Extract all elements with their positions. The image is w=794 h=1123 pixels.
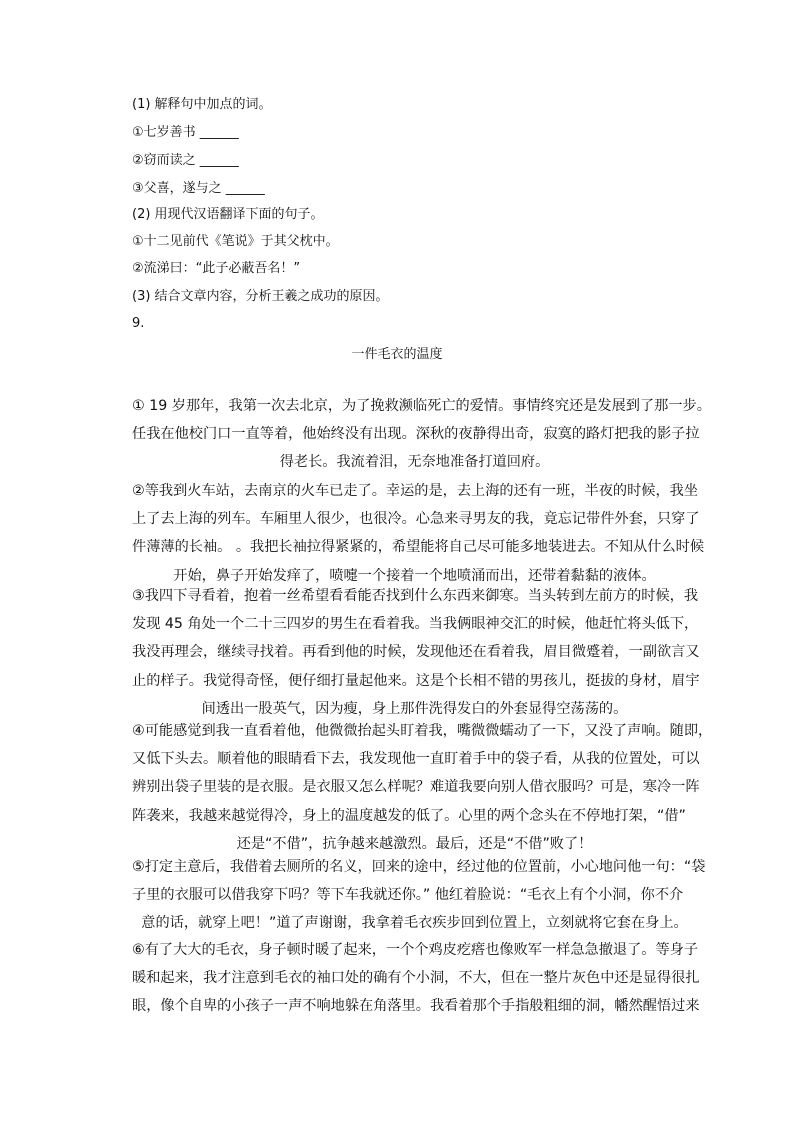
paragraph-5 [132,853,706,938]
question-3-heading: (3) 结合文章内容，分析王羲之成功的原因。 [132,289,389,304]
paragraph-line: 眼，像个自卑的小孩子一声不响地躲在角落里。我看着那个手指般粗细的洞，幡然醒悟过来 [132,998,700,1015]
paragraph-line: 子里的衣服可以借我穿下吗？等下车我就还你。” 他红着脸说：“毛衣上有个小洞，你不介 [132,887,684,904]
paragraph-line: 又低下头去。顺着他的眼睛看下去，我发现他一直盯着手中的袋子看，从我的位置处，可以 [132,751,700,768]
paragraph-line: 间透出一股英气，因为瘦，身上那件洗得发白的外套显得空荡荡的。 [201,700,628,717]
paragraph-line: 上了去上海的列车。车厢里人很少，也很冷。心急来寻男友的我，竟忘记带件外套，只穿了 [132,511,700,528]
question-1-heading: (1) 解释句中加点的词。 [132,97,272,112]
question-2-heading: (2) 用现代汉语翻译下面的句子。 [132,207,324,222]
question-1-item-2: ②窃而读之 ______ [132,153,239,168]
question-1-item-3: ③父喜，遂与之 ______ [132,181,265,196]
question-1-item-1: ①七岁善书 ______ [132,125,239,140]
paragraph-4 [132,717,713,858]
paragraph-line: ②等我到火车站，去南京的火车已走了。幸运的是，去上海的还有一班，半夜的时候，我坐 [132,483,699,499]
paragraph-line: 意的话，就穿上吧！”道了声谢谢，我拿着毛衣疾步回到位置上，立刻就将它套在身上。 [141,915,688,932]
paragraph-line: 得老长。我流着泪，无奈地准备打道回府。 [279,454,550,471]
paragraph-line: 暖和起来，我才注意到毛衣的袖口处的确有个小洞，不大，但在一整片灰色中还是显得很扎 [132,970,700,987]
paragraph-line: 阵袭来，我越来越觉得冷，身上的温度越发的低了。心里的两个念头在不停地打架，“借” [132,807,686,824]
article-title: 一件毛衣的温度 [351,347,443,362]
paragraph-line: 发现 45 角处一个二十三四岁的男生在看着我。当我俩眼神交汇的时候，他赶忙将头低下， [132,616,699,633]
paragraph-line: ⑤打定主意后，我借着去厕所的名义，回来的途中，经过他的位置前，小心地问他一句：“袋 [132,859,706,875]
paragraph-line: 辨别出袋子里装的是衣服。是衣服又怎么样呢？难道我要向别人借衣服吗？可是，寒冷一阵 [132,779,700,796]
paragraph-line: ④可能感觉到我一直看着他，他微微抬起头盯着我，嘴微微蠕动了一下，又没了声响。随即， [132,723,713,739]
paragraph-line: 我没再理会，继续寻找着。再看到他的时候，发现他还在看着我，眉目微蹙着，一副欲言又 [132,644,700,661]
question-2-item-1: ①十二见前代《笔说》于其父枕中。 [132,234,339,249]
paragraph-line: 开始，鼻子开始发痒了，喷嚏一个接着一个地喷涌而出，还带着黏黏的液体。 [173,567,656,584]
paragraph-line: 止的样子。我觉得奇怪，便仔细打量起他来。这是个长相不错的男孩儿，挺拔的身材，眉宇 [132,672,700,689]
paragraph-6 [132,936,700,1021]
paragraph-3 [132,582,700,723]
paragraph-1 [132,392,711,477]
paragraph-line: ③我四下寻看着，抱着一丝希望看看能否找到什么东西来御寒。当头转到左前方的时候，我 [132,588,699,604]
paragraph-line: ① 19 岁那年，我第一次去北京，为了挽救濒临死亡的爱情。事情终究还是发展到了那一步。 [132,398,711,414]
paragraph-2 [132,477,705,590]
paragraph-line: 任我在他校门口一直等着，他始终没有出现。深秋的夜静得出奇，寂寞的路灯把我的影子拉 [132,426,700,443]
question-number-9: 9. [132,316,145,331]
paragraph-line: 件薄薄的长袖。 。我把长袖拉得紧紧的，希望能将自己尽可能多地装进去。不知从什么时候 [132,539,705,556]
question-2-item-2: ②流涕曰：“此子必蔽吾名！” [132,261,301,276]
paragraph-line: ⑥有了大大的毛衣，身子顿时暖了起来，一个个鸡皮疙瘩也像败军一样急急撤退了。等身子 [132,942,699,958]
paragraph-line: 还是“不借”，抗争越来越激烈。最后，还是“不借”败了！ [236,835,593,852]
